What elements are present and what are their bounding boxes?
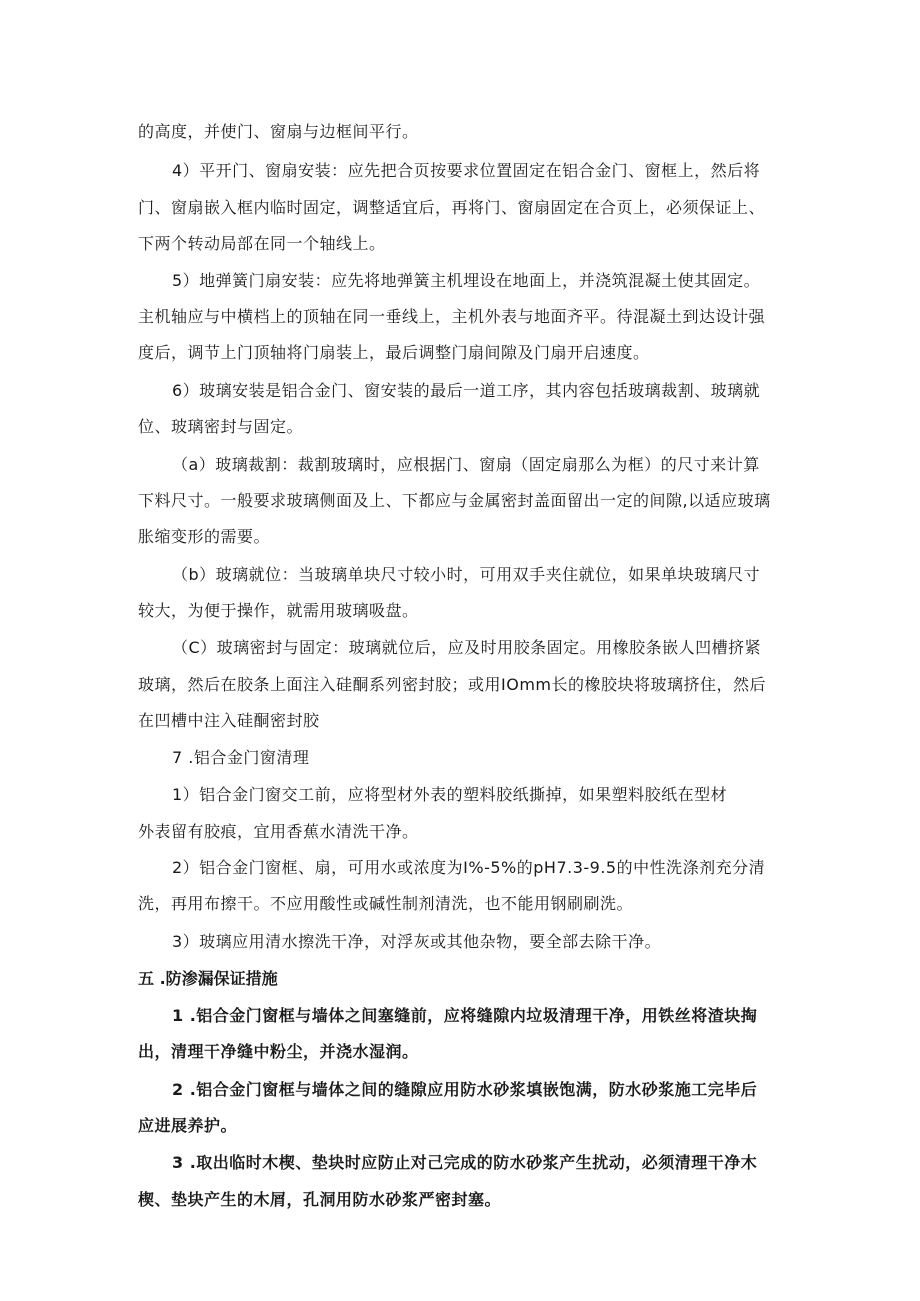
paragraph-line: 位、玻璃密封与固定。 bbox=[138, 417, 304, 436]
paragraph-line: 2）铝合金门窗框、扇，可用水或浓度为I%-5%的pH7.3-9.5的中性洗涤剂充分清 bbox=[172, 858, 766, 877]
paragraph-line: 6）玻璃安装是铝合金门、窗安装的最后一道工序，其内容包括玻璃裁割、玻璃就 bbox=[172, 381, 761, 400]
paragraph-line: 门、窗扇嵌入框内临时固定，调整适宜后，再将门、窗扇固定在合页上，必须保证上、 bbox=[138, 198, 766, 217]
bold-paragraph-line: 楔、垫块产生的木屑，孔洞用防水砂浆严密封塞。 bbox=[138, 1190, 502, 1209]
subsection-heading: 7 .铝合金门窗清理 bbox=[172, 748, 310, 767]
bold-paragraph-line: 应进展养护。 bbox=[138, 1116, 238, 1135]
paragraph-line: 的高度，并使门、窗扇与边框间平行。 bbox=[138, 122, 419, 141]
paragraph-line: 玻璃，然后在胶条上面注入硅酮系列密封胶；或用IOmm长的橡胶块将玻璃挤住，然后 bbox=[138, 675, 766, 694]
paragraph-line: （a）玻璃裁割：裁割玻璃时，应根据门、窗扇（固定扇那么为框）的尺寸来计算 bbox=[172, 455, 760, 474]
bold-paragraph-line: 1 .铝合金门窗框与墙体之间塞缝前，应将缝隙内垃圾清理干净，用铁丝将渣块掏 bbox=[172, 1006, 758, 1025]
paragraph-line: 5）地弹簧门扇安装：应先将地弹簧主机埋设在地面上，并浇筑混凝土使其固定。 bbox=[172, 271, 761, 290]
paragraph-line: 3）玻璃应用清水擦洗干净，对浮灰或其他杂物，要全部去除干净。 bbox=[172, 932, 662, 951]
paragraph-line: 洗，再用布擦干。不应用酸性或碱性制剂清洗，也不能用钢刷刷洗。 bbox=[138, 894, 634, 913]
paragraph-line: 度后，调节上门顶轴将门扇装上，最后调整门扇间隙及门扇开启速度。 bbox=[138, 343, 650, 362]
paragraph-line: 胀缩变形的需要。 bbox=[138, 527, 271, 546]
section-heading: 五 .防渗漏保证措施 bbox=[138, 969, 278, 988]
paragraph-line: 1）铝合金门窗交工前，应将型材外表的塑料胶纸撕掉，如果塑料胶纸在型材 bbox=[172, 785, 728, 804]
bold-paragraph-line: 出，清理干净缝中粉尘，并浇水湿润。 bbox=[138, 1042, 419, 1061]
paragraph-line: 下两个转动局部在同一个轴线上。 bbox=[138, 234, 386, 253]
paragraph-line: 主机轴应与中横档上的顶轴在同一垂线上，主机外表与地面齐平。待混凝土到达设计强 bbox=[138, 307, 766, 326]
paragraph-line: 4）平开门、窗扇安装：应先把合页按要求位置固定在铝合金门、窗框上，然后将 bbox=[172, 161, 761, 180]
paragraph-line: 在凹槽中注入硅酮密封胶 bbox=[138, 711, 320, 730]
paragraph-line: （b）玻璃就位：当玻璃单块尺寸较小时，可用双手夹住就位，如果单块玻璃尺寸 bbox=[172, 565, 761, 584]
bold-paragraph-line: 3 .取出临时木楔、垫块时应防止对己完成的防水砂浆产生扰动，必须清理干净木 bbox=[172, 1153, 758, 1172]
paragraph-line: 较大，为便于操作，就需用玻璃吸盘。 bbox=[138, 601, 419, 620]
paragraph-line: （C）玻璃密封与固定：玻璃就位后，应及时用胶条固定。用橡胶条嵌人凹槽挤紧 bbox=[172, 638, 762, 657]
paragraph-line: 下料尺寸。一般要求玻璃侧面及上、下都应与金属密封盖面留出一定的间隙,以适应玻璃 bbox=[138, 491, 771, 510]
paragraph-line: 外表留有胶痕，宜用香蕉水清洗干净。 bbox=[138, 822, 419, 841]
bold-paragraph-line: 2 .铝合金门窗框与墙体之间的缝隙应用防水砂浆填嵌饱满，防水砂浆施工完毕后 bbox=[172, 1080, 758, 1099]
